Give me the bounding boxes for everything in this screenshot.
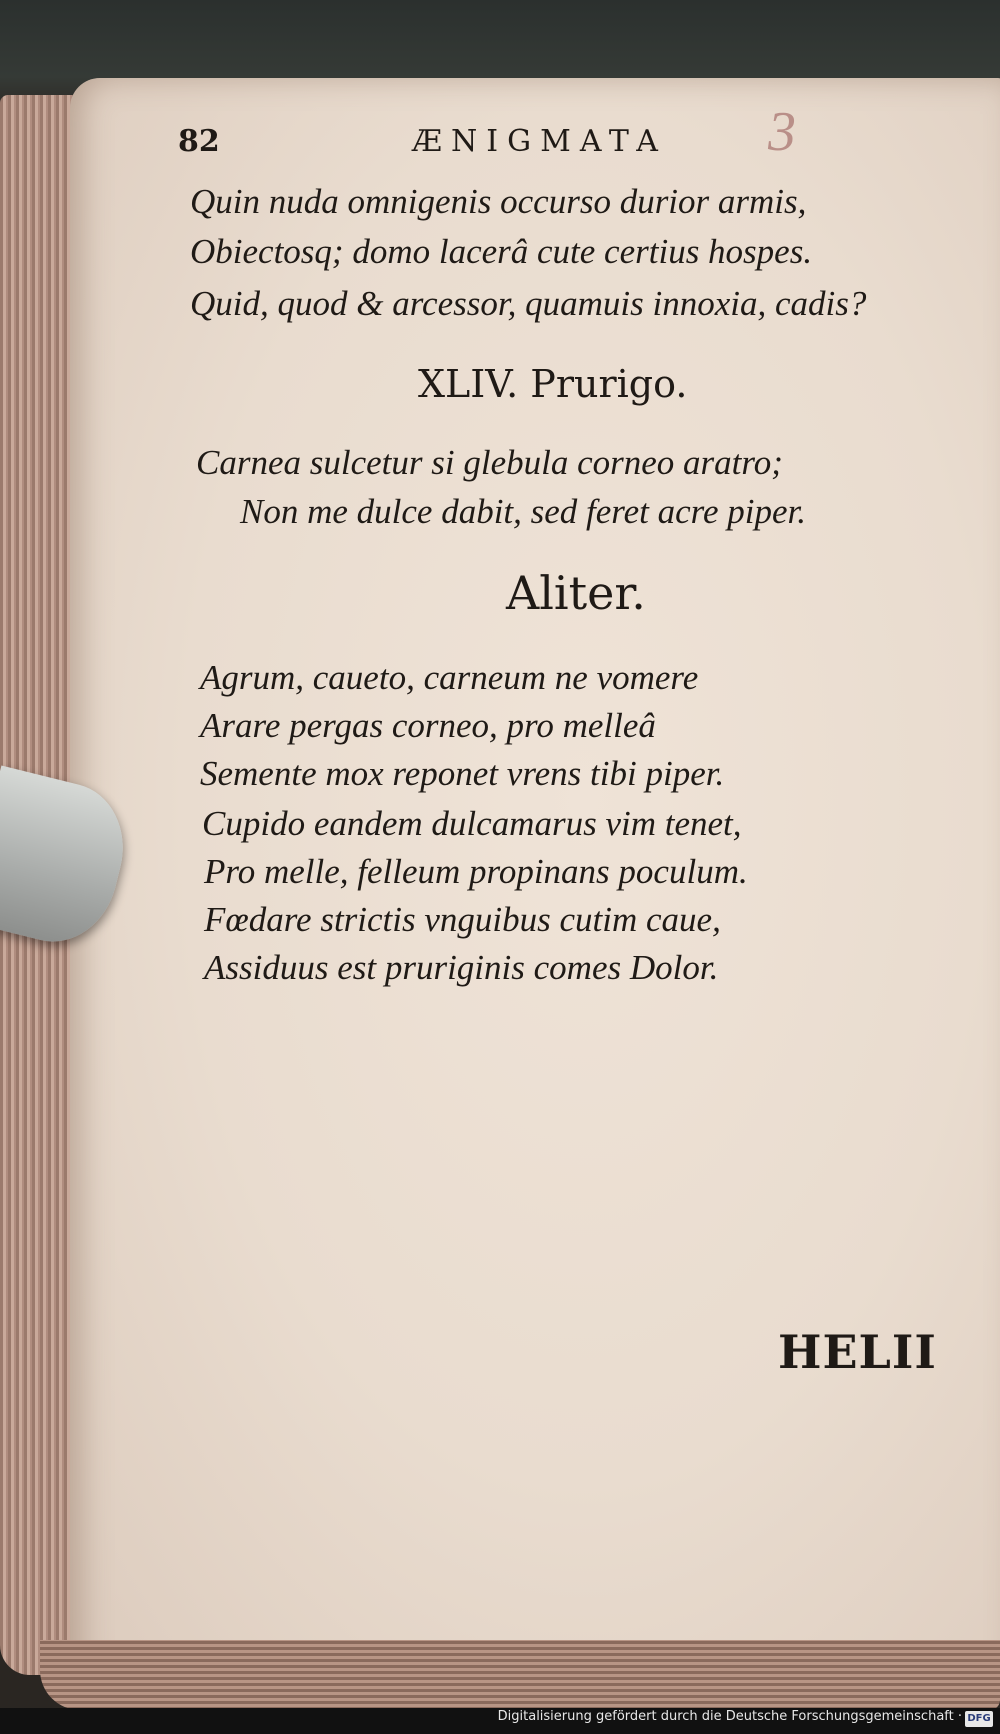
- verse-line: Fœdare strictis vnguibus cutim caue,: [204, 900, 721, 939]
- verse-line: Quid, quod & arcessor, quamuis innoxia, cadis?: [190, 284, 867, 323]
- verse-line: Agrum, caueto, carneum ne vomere: [200, 658, 699, 697]
- verse-line: Quin nuda omnigenis occurso durior armis,: [190, 182, 807, 221]
- poem-heading: XLIV. Prurigo.: [418, 362, 688, 406]
- verse-line: Cupido eandem dulcamarus vim tenet,: [202, 804, 742, 843]
- verse-line: Non me dulce dabit, sed feret acre piper.: [240, 492, 807, 531]
- page-edges-bottom: [40, 1640, 1000, 1710]
- signature-mark: HELII: [778, 1325, 937, 1379]
- verse-line: Pro melle, felleum propinans poculum.: [204, 852, 748, 891]
- verse-line: Carnea sulcetur si glebula corneo aratro;: [196, 443, 783, 482]
- dfg-logo-icon: DFG: [965, 1711, 993, 1727]
- verse-line: Semente mox reponet vrens tibi piper.: [200, 754, 725, 793]
- verse-line: Assiduus est pruriginis comes Dolor.: [204, 948, 719, 987]
- page-number: 82: [178, 124, 220, 159]
- handwritten-mark: 3: [768, 101, 796, 163]
- running-head: ÆNIGMATA: [412, 124, 667, 159]
- digitization-credit: Digitalisierung gefördert durch die Deutsche Forschungsgemeinschaft ·: [497, 1709, 962, 1724]
- verse-line: Obiectosq; domo lacerâ cute certius hospes.: [190, 232, 813, 271]
- verse-line: Arare pergas corneo, pro melleâ: [200, 706, 656, 745]
- section-heading: Aliter.: [506, 566, 646, 620]
